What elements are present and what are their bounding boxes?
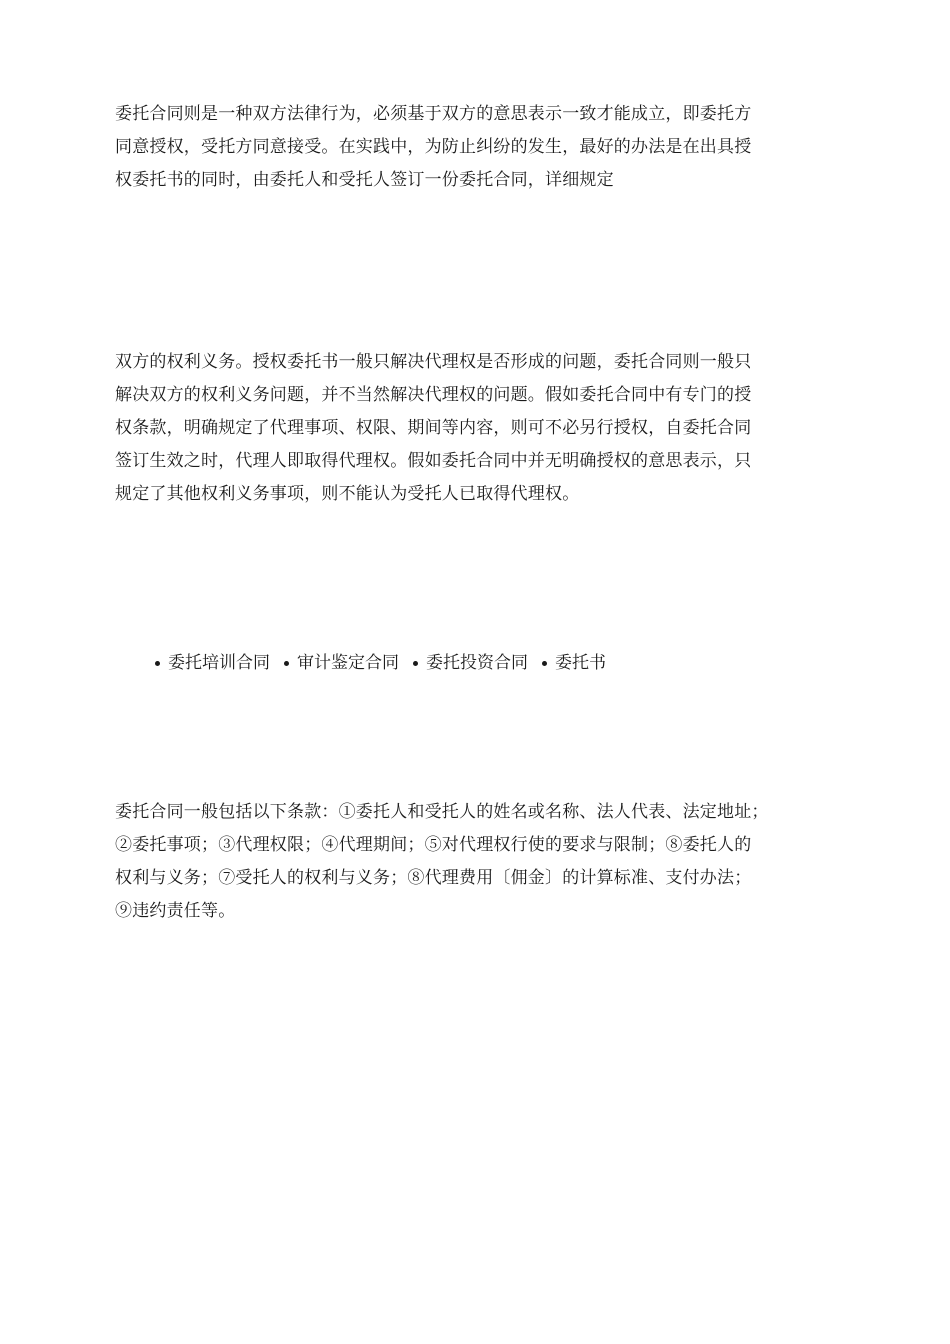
bullet-icon bbox=[155, 661, 160, 666]
related-link-label: 委托投资合同 bbox=[426, 653, 528, 673]
text-line: 同意授权，受托方同意接受。在实践中，为防止纠纷的发生，最好的办法是在出具授 bbox=[115, 137, 752, 157]
text-line: ⑨违约责任等。 bbox=[115, 901, 236, 921]
bullet-icon bbox=[413, 661, 418, 666]
bullet-icon bbox=[284, 661, 289, 666]
related-link-label: 委托培训合同 bbox=[168, 653, 270, 673]
text-line: 双方的权利义务。授权委托书一般只解决代理权是否形成的问题，委托合同则一般只 bbox=[115, 352, 752, 372]
text-line: 权利与义务；⑦受托人的权利与义务；⑧代理费用〔佣金〕的计算标准、支付办法； bbox=[115, 868, 752, 888]
bullet-icon bbox=[542, 661, 547, 666]
paragraph-entrustment-contract-nature bbox=[115, 98, 855, 197]
text-line: 解决双方的权利义务问题，并不当然解决代理权的问题。假如委托合同中有专门的授 bbox=[115, 385, 752, 405]
text-line: 权条款，明确规定了代理事项、权限、期间等内容，则可不必另行授权，自委托合同 bbox=[115, 418, 752, 438]
text-line: ②委托事项；③代理权限；④代理期间；⑤对代理权行使的要求与限制；⑧委托人的 bbox=[115, 835, 752, 855]
text-line: 规定了其他权利义务事项，则不能认为受托人已取得代理权。 bbox=[115, 484, 580, 504]
related-link-power-of-attorney[interactable] bbox=[542, 648, 606, 678]
paragraph-contract-clauses bbox=[115, 796, 855, 928]
related-link-label: 委托书 bbox=[555, 653, 606, 673]
paragraph-rights-obligations bbox=[115, 346, 855, 511]
related-link-training-contract[interactable] bbox=[155, 648, 270, 678]
text-line: 委托合同一般包括以下条款：①委托人和受托人的姓名或名称、法人代表、法定地址； bbox=[115, 802, 769, 822]
text-line: 委托合同则是一种双方法律行为，必须基于双方的意思表示一致才能成立，即委托方 bbox=[115, 104, 752, 124]
related-link-investment-contract[interactable] bbox=[413, 648, 528, 678]
related-links-list bbox=[155, 648, 606, 678]
text-line: 签订生效之时，代理人即取得代理权。假如委托合同中并无明确授权的意思表示，只 bbox=[115, 451, 752, 471]
text-line: 权委托书的同时，由委托人和受托人签订一份委托合同，详细规定 bbox=[115, 170, 614, 190]
related-link-label: 审计鉴定合同 bbox=[297, 653, 399, 673]
related-link-audit-contract[interactable] bbox=[284, 648, 399, 678]
